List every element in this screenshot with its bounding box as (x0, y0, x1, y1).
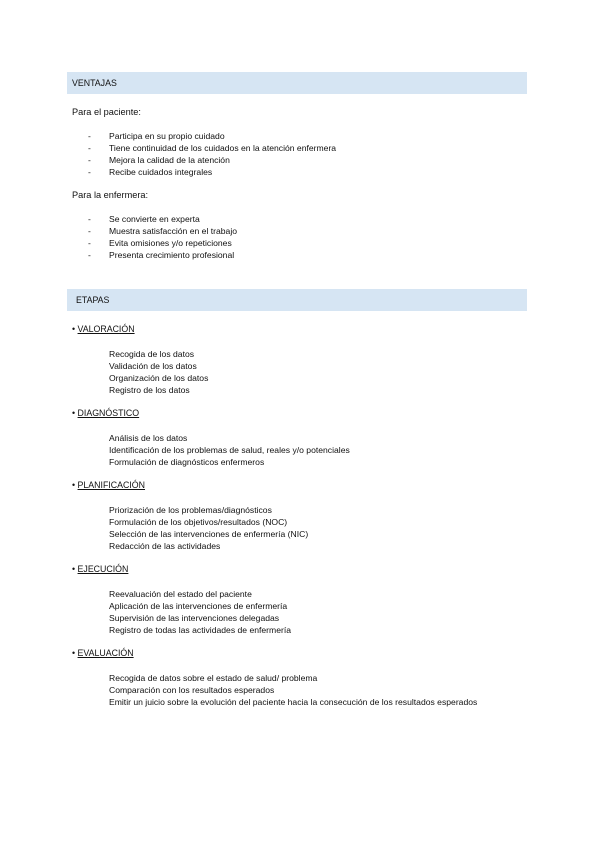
stage-heading-evaluacion (72, 648, 134, 658)
list-item: Validación de los datos (109, 361, 197, 371)
bullet: • (72, 408, 76, 418)
list-item: - Muestra satisfacción en el trabajo (88, 226, 238, 236)
list-item: - Evita omisiones y/o repeticiones (88, 238, 232, 248)
list-item: Supervisión de las intervenciones delegadas (109, 613, 280, 623)
list-item: - Tiene continuidad de los cuidados en la atención enfermera (88, 143, 337, 153)
paciente-label: Para el paciente: (72, 107, 141, 117)
enfermera-list (88, 213, 237, 261)
list-item: - Recibe cuidados integrales (88, 167, 213, 177)
stage-list-ejecucion (109, 588, 291, 636)
list-item: Registro de todas las actividades de enfermería (109, 625, 292, 635)
stage-list-valoracion (109, 348, 208, 396)
list-item: Aplicación de las intervenciones de enfermería (109, 601, 288, 611)
list-item: - Presenta crecimiento profesional (88, 250, 235, 260)
stage-title: EJECUCIÓN (77, 564, 129, 574)
stage-heading-planificacion (72, 480, 145, 490)
list-item: Selección de las intervenciones de enfermería (NIC) (109, 529, 309, 539)
section-header-etapas-label: ETAPAS (76, 295, 110, 305)
list-item: - Participa en su propio cuidado (88, 131, 225, 141)
stage-title: EVALUACIÓN (77, 648, 134, 658)
bullet: • (72, 564, 76, 574)
list-item: Análisis de los datos (109, 433, 188, 443)
stage-heading-valoracion (72, 324, 135, 334)
list-item: Formulación de los objetivos/resultados (NOC) (109, 517, 288, 527)
stage-list-evaluacion (109, 672, 477, 708)
list-item: Registro de los datos (109, 385, 190, 395)
bullet: • (72, 324, 76, 334)
list-item: Formulación de diagnósticos enfermeros (109, 457, 265, 467)
bullet: • (72, 480, 76, 490)
paciente-list (88, 130, 336, 178)
stage-heading-diagnostico (72, 408, 139, 418)
list-item: Comparación con los resultados esperados (109, 685, 275, 695)
list-item: - Mejora la calidad de la atención (88, 155, 230, 165)
list-item: Redacción de las actividades (109, 541, 221, 551)
stage-list-planificacion (109, 504, 308, 552)
stage-title: VALORACIÓN (77, 324, 135, 334)
stage-list-diagnostico (109, 432, 350, 468)
section-header-ventajas-label: VENTAJAS (72, 78, 117, 88)
stage-title: DIAGNÓSTICO (77, 408, 140, 418)
list-item: Organización de los datos (109, 373, 209, 383)
enfermera-label: Para la enfermera: (72, 190, 149, 200)
list-item: Priorización de los problemas/diagnósticos (109, 505, 272, 515)
list-item: Recogida de los datos (109, 349, 195, 359)
bullet: • (72, 648, 76, 658)
list-item: - Se convierte en experta (88, 214, 200, 224)
list-item: Emitir un juicio sobre la evolución del paciente hacia la consecución de los resultados esperados (109, 697, 478, 707)
stage-title: PLANIFICACIÓN (77, 480, 146, 490)
list-item: Reevaluación del estado del paciente (109, 589, 252, 599)
section-header-etapas (67, 289, 527, 311)
section-header-ventajas (67, 72, 527, 94)
list-item: Recogida de datos sobre el estado de salud/ problema (109, 673, 318, 683)
stage-heading-ejecucion (72, 564, 128, 574)
list-item: Identificación de los problemas de salud, reales y/o potenciales (109, 445, 350, 455)
